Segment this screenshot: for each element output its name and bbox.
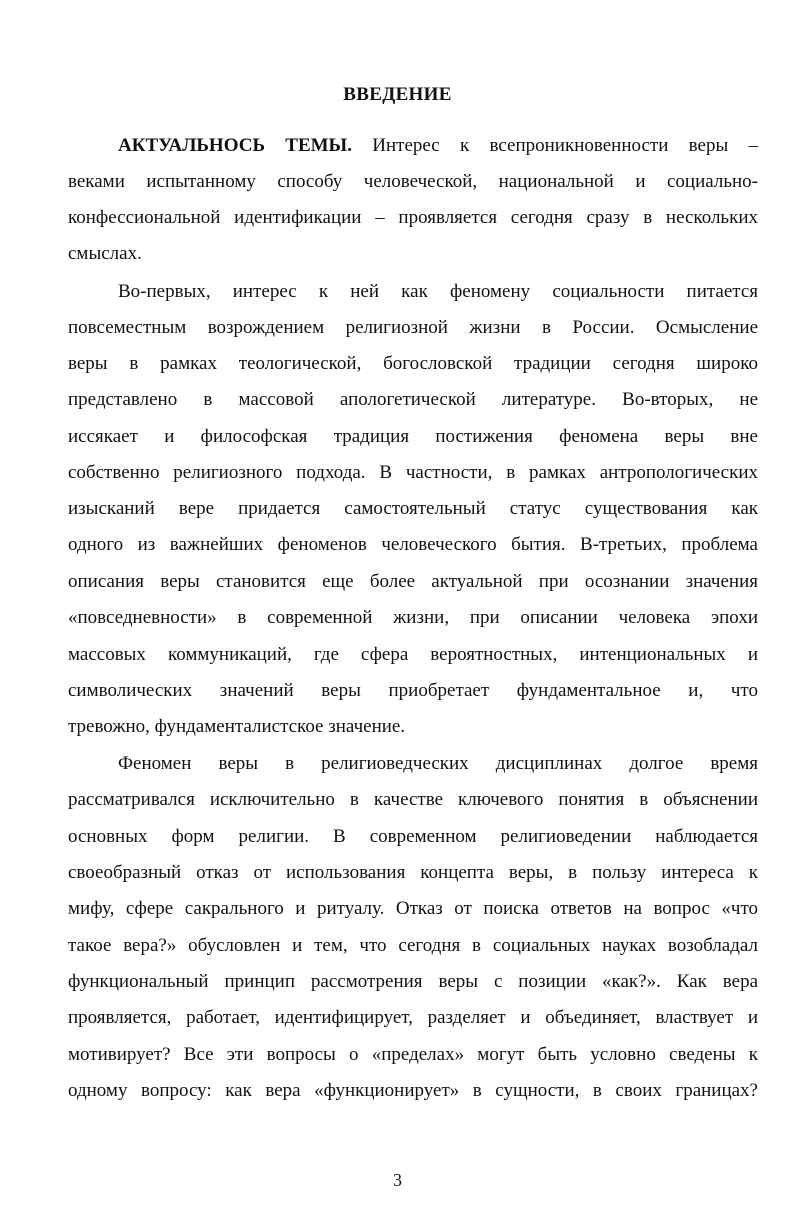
paragraph-2-line-11: массовых коммуникаций, где сфера вероятностных, интенциональных и — [68, 644, 758, 665]
paragraph-1-line-3: конфессиональной идентификации – проявляется сегодня сразу в нескольких — [68, 207, 758, 228]
paragraph-2-line-10: «повседневности» в современной жизни, при описании человека эпохи — [68, 607, 758, 628]
paragraph-2-line-9: описания веры становится еще более актуальной при осознании значения — [68, 571, 758, 592]
paragraph-1-line-4: смыслах. — [68, 243, 142, 264]
paragraph-3-line-9: мотивирует? Все эти вопросы о «пределах» могут быть условно сведены к — [68, 1044, 758, 1065]
paragraph-1-line-1 — [118, 134, 758, 158]
paragraph-1-first-line-rest: Интерес к всепроникновенности веры – — [351, 135, 758, 156]
page-number: 3 — [393, 1170, 402, 1190]
paragraph-2-line-1: Во-первых, интерес к ней как феномену социальности питается — [118, 281, 758, 302]
paragraph-3-line-8: проявляется, работает, идентифицирует, разделяет и объединяет, властвует и — [68, 1007, 758, 1028]
paragraph-1-line-2: веками испытанному способу человеческой, национальной и социально- — [68, 171, 758, 192]
paragraph-3-line-6: такое вера?» обусловлен и тем, что сегодня в социальных науках возобладал — [68, 935, 758, 956]
paragraph-2-line-6: собственно религиозного подхода. В частности, в рамках антропологических — [68, 462, 758, 483]
paragraph-2-line-3: веры в рамках теологической, богословской традиции сегодня широко — [68, 353, 758, 374]
paragraph-1-lead: АКТУАЛЬНОСЬ ТЕМЫ. — [118, 135, 352, 156]
paragraph-3-line-4: своеобразный отказ от использования концепта веры, в пользу интереса к — [68, 862, 758, 883]
paragraph-2-line-8: одного из важнейших феноменов человеческого бытия. В-третьих, проблема — [68, 534, 758, 555]
paragraph-2-line-4: представлено в массовой апологетической литературе. Во-вторых, не — [68, 389, 758, 410]
paragraph-3-line-10: одному вопросу: как вера «функционирует» в сущности, в своих границах? — [68, 1080, 758, 1101]
paragraph-2-line-12: символических значений веры приобретает фундаментальное и, что — [68, 680, 758, 701]
paragraph-3-line-1: Феномен веры в религиоведческих дисциплинах долгое время — [118, 753, 758, 774]
paragraph-3-line-7: функциональный принцип рассмотрения веры с позиции «как?». Как вера — [68, 971, 758, 992]
paragraph-3-line-3: основных форм религии. В современном религиоведении наблюдается — [68, 826, 758, 847]
paragraph-2-line-5: иссякает и философская традиция постижения феномена веры вне — [68, 426, 758, 447]
paragraph-3-line-5: мифу, сфере сакрального и ритуалу. Отказ от поиска ответов на вопрос «что — [68, 898, 758, 919]
paragraph-3-line-2: рассматривался исключительно в качестве ключевого понятия в объяснении — [68, 789, 758, 810]
paragraph-2-line-13: тревожно, фундаменталистское значение. — [68, 716, 406, 737]
paragraph-2-line-7: изысканий вере придается самостоятельный статус существования как — [68, 498, 758, 519]
section-heading: ВВЕДЕНИЕ — [343, 84, 452, 105]
paragraph-2-line-2: повсеместным возрождением религиозной жизни в России. Осмысление — [68, 317, 758, 338]
